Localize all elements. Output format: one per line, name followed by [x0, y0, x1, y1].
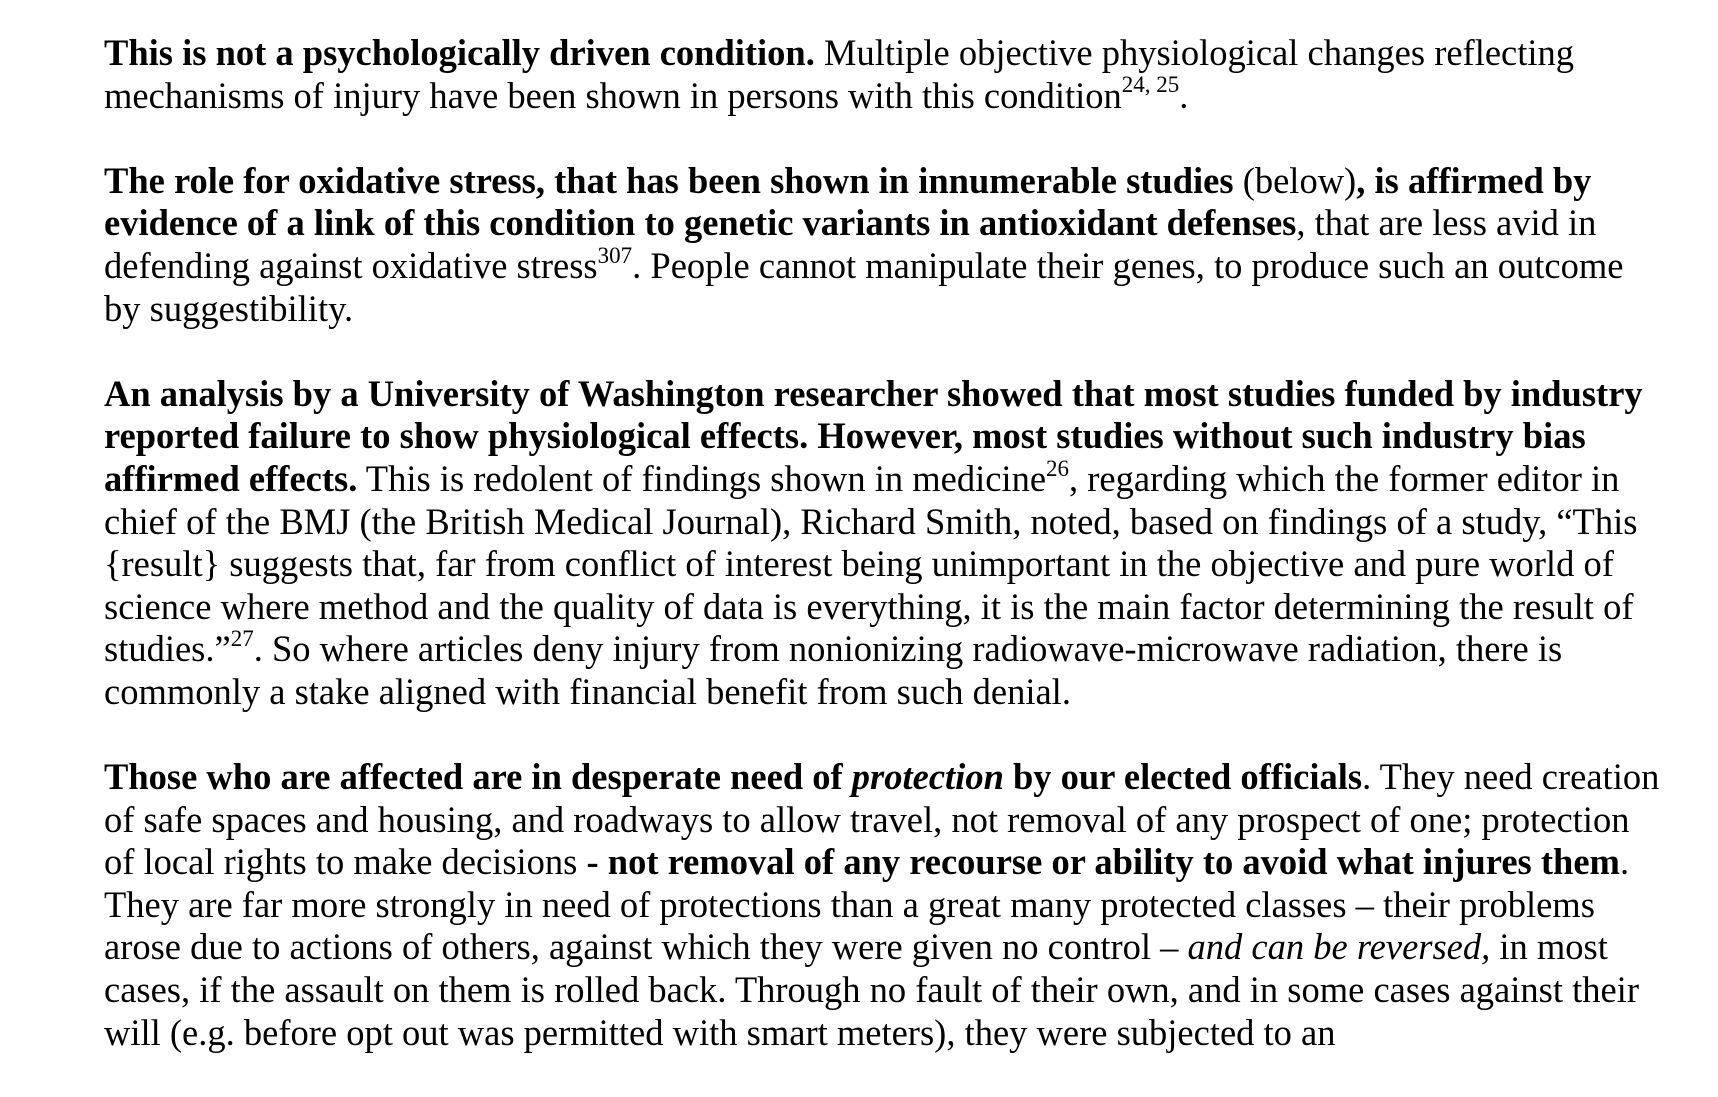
paragraph-protection-need	[104, 756, 1664, 1054]
body-text: (below)	[1233, 159, 1357, 201]
document-page	[104, 32, 1664, 1097]
body-text: in most cases, if the assault on them is rolled back. Through no fault of their own, and in some cases against their will (e.g. before opt out was permitted with smart meters), they were subjected to an	[104, 926, 1639, 1053]
citation-superscript: 24, 25	[1121, 72, 1180, 98]
bold-text: The role for oxidative stress, that has been shown in innumerable studies	[104, 159, 1234, 201]
body-text: . People cannot manipulate their genes, to produce such an outcome by suggestibility.	[104, 244, 1624, 329]
bold-text: by our elected officials	[1003, 756, 1363, 798]
italic-text: and can be reversed,	[1187, 926, 1491, 968]
paragraph-industry-bias	[104, 373, 1664, 714]
bold-text: , is affirmed by evidence of a link of this condition to genetic variants in antioxidant defenses	[104, 159, 1592, 244]
body-text: .	[1179, 74, 1189, 116]
citation-superscript: 27	[230, 626, 254, 652]
bold-italic-text: protection	[851, 756, 1004, 798]
bold-text: Those who are affected are in desperate need of	[104, 756, 852, 798]
body-text: Multiple objective physiological changes reflecting mechanisms of injury have been shown in persons with this condition	[104, 32, 1575, 116]
bold-text: This is not a psychologically driven condition.	[104, 32, 815, 73]
body-text: This is redolent of findings shown in medicine	[357, 457, 1047, 499]
bold-text: - not removal of any recourse or ability to avoid what injures them	[586, 841, 1620, 883]
body-text: . They are far more strongly in need of protections than a great many protected classes – their problems arose due to actions of others, against which they were given no control –	[104, 841, 1630, 968]
paragraph-oxidative-stress	[104, 160, 1664, 330]
citation-superscript: 26	[1046, 455, 1070, 481]
paragraph-physiological-changes	[104, 32, 1664, 117]
citation-superscript: 307	[597, 242, 633, 268]
body-text: , that are less avid in defending against oxidative stress	[104, 202, 1597, 286]
body-text: , regarding which the former editor in chief of the BMJ (the British Medical Journal), Richard Smith, noted, based on findings of a study, “This {result} suggests that, far from conflict of interest being unimportant in the objective and pure world of science where method and the quality of data is everything, it is the main factor determining the result of studies.”	[104, 457, 1638, 670]
body-text: . So where articles deny injury from nonionizing radiowave-microwave radiation, there is commonly a stake aligned with financial benefit from such denial.	[104, 628, 1563, 712]
body-text: . They need creation of safe spaces and housing, and roadways to allow travel, not removal of any prospect of one; protection of local rights to make decisions	[104, 756, 1660, 883]
bold-text: An analysis by a University of Washington researcher showed that most studies funded by industry reported failure to show physiological effects. However, most studies without such industry bias affirmed effects.	[104, 372, 1643, 499]
